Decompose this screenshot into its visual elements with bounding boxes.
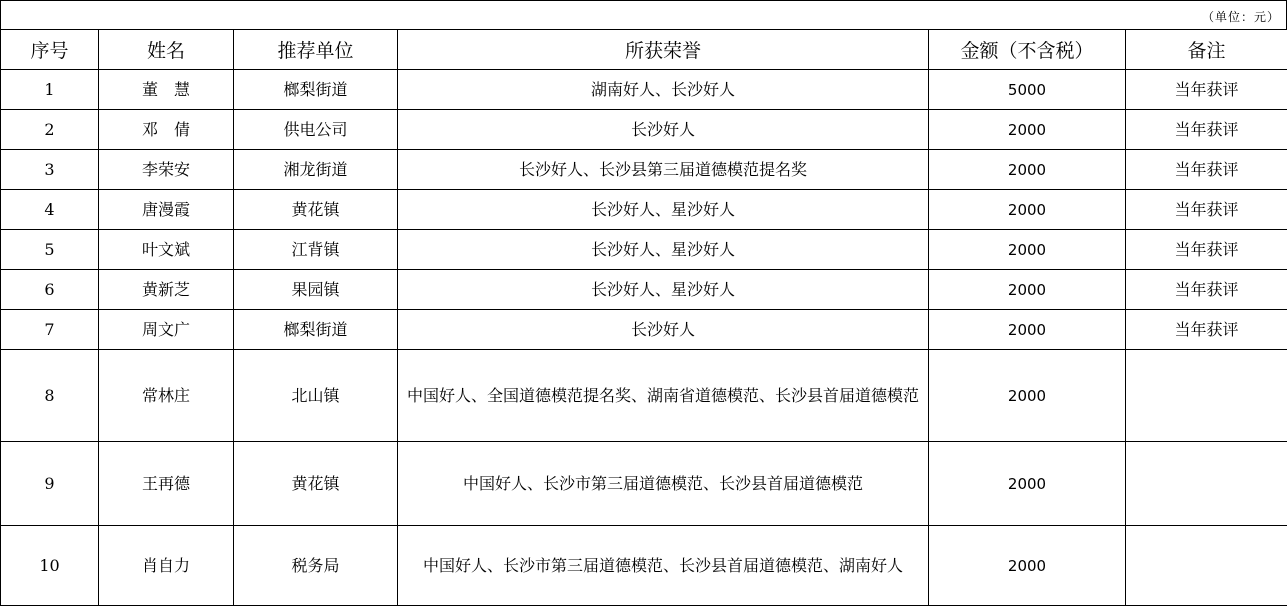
cell-honor: 中国好人、长沙市第三届道德模范、长沙县首届道德模范、湖南好人	[398, 526, 929, 606]
header-name: 姓名	[99, 30, 234, 70]
table-row	[1, 442, 1287, 526]
header-note: 备注	[1126, 30, 1287, 70]
cell-unit: 榔梨街道	[234, 70, 398, 110]
cell-no: 7	[1, 310, 99, 350]
cell-no: 3	[1, 150, 99, 190]
cell-name: 黄新芝	[99, 270, 234, 310]
cell-amount: 2000	[929, 230, 1126, 270]
unit-bar	[0, 0, 1287, 29]
award-table	[0, 29, 1287, 606]
cell-unit: 北山镇	[234, 350, 398, 442]
cell-honor: 长沙好人、星沙好人	[398, 270, 929, 310]
cell-name: 董 慧	[99, 70, 234, 110]
cell-no: 5	[1, 230, 99, 270]
cell-honor: 湖南好人、长沙好人	[398, 70, 929, 110]
cell-unit: 湘龙街道	[234, 150, 398, 190]
table-row	[1, 270, 1287, 310]
cell-unit: 供电公司	[234, 110, 398, 150]
cell-name: 周文广	[99, 310, 234, 350]
cell-unit: 黄花镇	[234, 190, 398, 230]
cell-no: 6	[1, 270, 99, 310]
header-row	[1, 30, 1287, 70]
cell-no: 4	[1, 190, 99, 230]
cell-name: 肖自力	[99, 526, 234, 606]
cell-honor: 中国好人、全国道德模范提名奖、湖南省道德模范、长沙县首届道德模范	[398, 350, 929, 442]
cell-note: 当年获评	[1126, 150, 1287, 190]
table-row	[1, 150, 1287, 190]
cell-amount: 2000	[929, 526, 1126, 606]
header-unit: 推荐单位	[234, 30, 398, 70]
cell-name: 唐漫霞	[99, 190, 234, 230]
cell-amount: 5000	[929, 70, 1126, 110]
cell-amount: 2000	[929, 442, 1126, 526]
table-row	[1, 110, 1287, 150]
cell-note	[1126, 350, 1287, 442]
cell-unit: 税务局	[234, 526, 398, 606]
unit-note: （单位：元）	[1201, 10, 1280, 24]
table-row	[1, 190, 1287, 230]
cell-note: 当年获评	[1126, 190, 1287, 230]
cell-amount: 2000	[929, 150, 1126, 190]
cell-honor: 长沙好人	[398, 310, 929, 350]
cell-note: 当年获评	[1126, 270, 1287, 310]
header-honor: 所获荣誉	[398, 30, 929, 70]
cell-no: 2	[1, 110, 99, 150]
table-row	[1, 350, 1287, 442]
table-row	[1, 230, 1287, 270]
cell-no: 1	[1, 70, 99, 110]
cell-note	[1126, 442, 1287, 526]
cell-note: 当年获评	[1126, 310, 1287, 350]
cell-amount: 2000	[929, 190, 1126, 230]
cell-amount: 2000	[929, 110, 1126, 150]
header-amount: 金额（不含税）	[929, 30, 1126, 70]
cell-honor: 长沙好人、星沙好人	[398, 190, 929, 230]
cell-honor: 长沙好人	[398, 110, 929, 150]
cell-no: 10	[1, 526, 99, 606]
cell-unit: 黄花镇	[234, 442, 398, 526]
cell-amount: 2000	[929, 310, 1126, 350]
cell-name: 李荣安	[99, 150, 234, 190]
cell-name: 邓 倩	[99, 110, 234, 150]
cell-no: 9	[1, 442, 99, 526]
header-no: 序号	[1, 30, 99, 70]
cell-unit: 榔梨街道	[234, 310, 398, 350]
cell-honor: 长沙好人、星沙好人	[398, 230, 929, 270]
cell-honor: 长沙好人、长沙县第三届道德模范提名奖	[398, 150, 929, 190]
cell-name: 王再德	[99, 442, 234, 526]
cell-unit: 江背镇	[234, 230, 398, 270]
table-row	[1, 70, 1287, 110]
cell-note: 当年获评	[1126, 230, 1287, 270]
cell-note: 当年获评	[1126, 110, 1287, 150]
cell-honor: 中国好人、长沙市第三届道德模范、长沙县首届道德模范	[398, 442, 929, 526]
cell-no: 8	[1, 350, 99, 442]
cell-name: 叶文斌	[99, 230, 234, 270]
cell-amount: 2000	[929, 270, 1126, 310]
cell-amount: 2000	[929, 350, 1126, 442]
cell-note	[1126, 526, 1287, 606]
cell-unit: 果园镇	[234, 270, 398, 310]
table-row	[1, 526, 1287, 606]
table-row	[1, 310, 1287, 350]
cell-note: 当年获评	[1126, 70, 1287, 110]
cell-name: 常林庄	[99, 350, 234, 442]
